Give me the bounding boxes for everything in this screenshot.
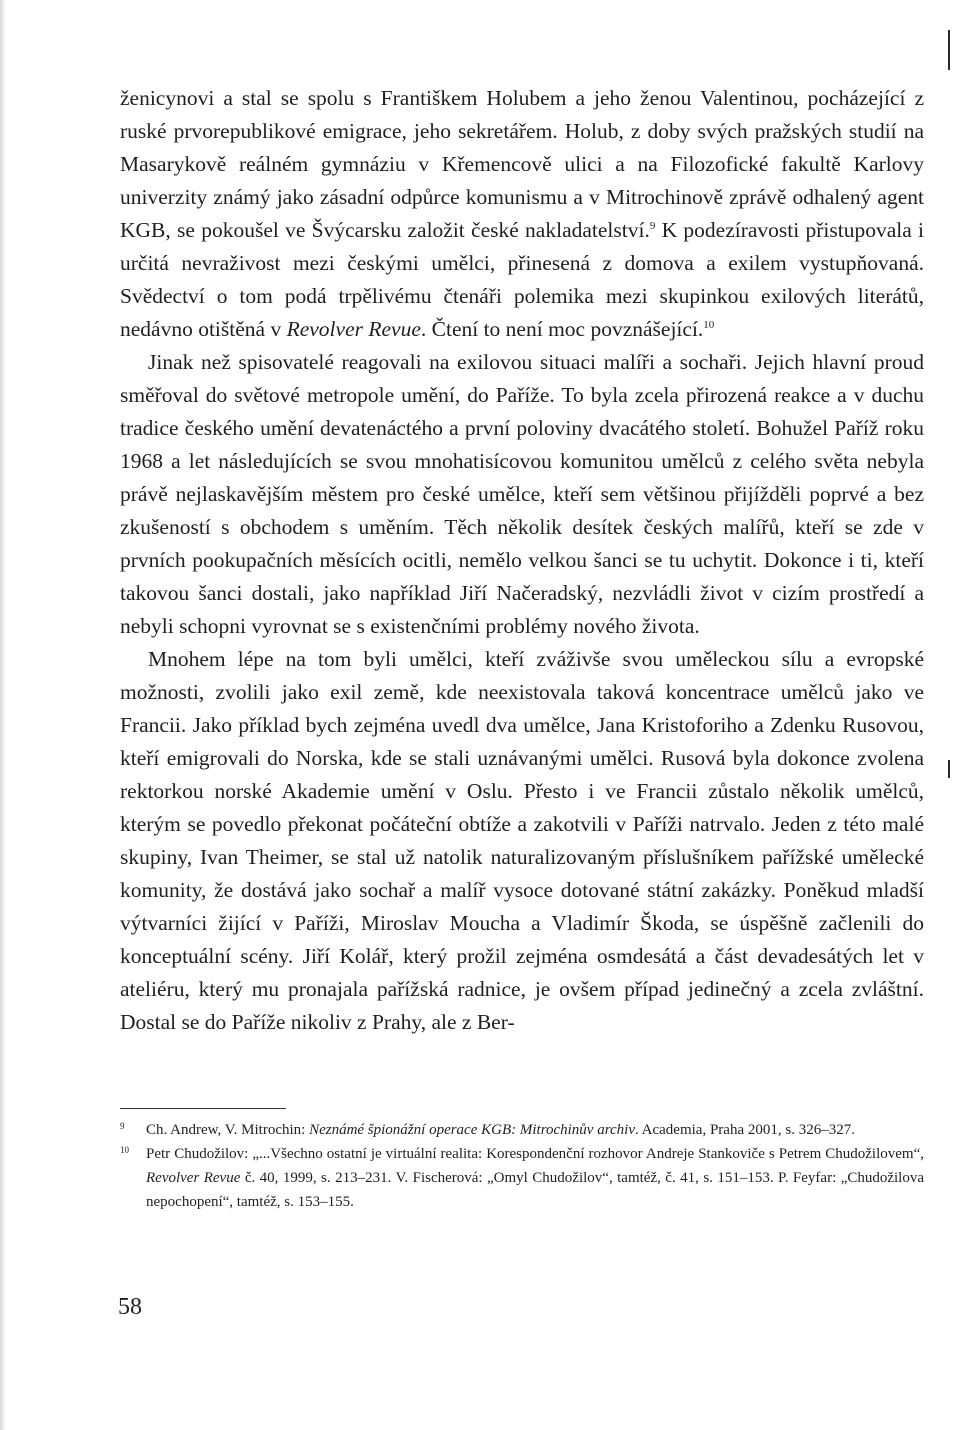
crop-mark-top: [948, 30, 950, 70]
footnote-10: [120, 1142, 924, 1214]
footnote-9-mark: 9: [120, 1121, 125, 1131]
paragraph-1-journal-title: Revolver Revue: [286, 317, 421, 341]
paragraph-3: Mnohem lépe na tom byli umělci, kteří zváživše svou uměleckou sílu a evropské možnosti, zvolili jako exil země, kde neexistovala taková koncentrace umělců jako ve Francii. Jako příklad bych zejména uvedl dva umělce, Jana Kristoforiho a Zdenku Rusovou, kteří emigrovali do Norska, kde se stali uznávanými umělci. Rusová byla dokonce zvolena rektorkou norské Akademie umění v Oslu. Přesto i ve Francii zůstalo několik umělců, kterým se povedlo překonat počáteční obtíže a zakotvili v Paříži natrvalo. Jeden z této malé skupiny, Ivan Theimer, se stal už natolik naturalizovaným příslušníkem pařížské umělecké komunity, že dostává jako sochař a malíř vysoce dotované státní zakázky. Poněkud mladší výtvarníci žijící v Paříži, Miroslav Moucha a Vladimír Škoda, se úspěšně začlenili do konceptuální scény. Jiří Kolář, který prožil zejména osmdesátá a část devadesátých let v ateliéru, který mu pronajala pařížská radnice, je ovšem případ jedinečný a zcela zvláštní. Dostal se do Paříže nikoliv z Prahy, ale z Ber-: [120, 647, 924, 1034]
page-number: 58: [118, 1294, 142, 1320]
footnote-10-journal-title: Revolver Revue: [146, 1170, 241, 1186]
page-binding-edge: [0, 0, 6, 1430]
footnote-separator: [120, 1108, 286, 1109]
paragraph-1-text-b: K podezíravosti přistupovala i určitá nevraživost mezi českými umělci, přinesená z domova a exilem vystupňovaná. Svědectví o tom podá trpělivému čtenáři polemika mezi skupinkou exilových literátů, nedávno otištěná v: [120, 218, 925, 341]
footnotes: [120, 1118, 924, 1214]
footnote-10-mark: 10: [120, 1145, 129, 1155]
main-text: [120, 82, 924, 1039]
footnote-ref-9[interactable]: 9: [649, 219, 656, 232]
footnote-ref-10[interactable]: 10: [703, 318, 715, 331]
paragraph-1: [120, 82, 924, 346]
footnote-9-text-a: Ch. Andrew, V. Mitrochin:: [146, 1122, 310, 1138]
footnote-10-text-b: č. 40, 1999, s. 213–231. V. Fischerová: „Omyl Chudožilov“, tamtéž, č. 41, s. 151–153. P. Feyfar: „Chudožilova nepochopení“, tamtéž, s. 153–155.: [146, 1170, 925, 1210]
paragraph-1-text-c: . Čtení to není moc povznášející.: [420, 317, 704, 341]
footnote-9: [120, 1118, 924, 1142]
footnote-9-book-title: Neznámé špionážní operace KGB: Mitrochinův archiv: [309, 1122, 635, 1138]
footnote-10-text-a: Petr Chudožilov: „...Všechno ostatní je virtuální realita: Korespondenční rozhovor Andreje Stankoviče s Petrem Chudožilovem“,: [146, 1146, 924, 1162]
crop-mark-bottom: [948, 760, 950, 778]
paragraph-2: Jinak než spisovatelé reagovali na exilovou situaci malíři a sochaři. Jejich hlavní proud směřoval do světové metropole umění, do Paříže. To byla zcela přirozená reakce a v duchu tradice českého umění devatenáctého a první poloviny dvacátého století. Bohužel Paříž roku 1968 a let následujících se svou mnohatisícovou komunitou umělců z celého světa nebyla právě nejlaskavějším městem pro české umělce, kteří sem většinou přijížděli poprvé a bez zkušeností s obchodem s uměním. Těch několik desítek českých malířů, kteří se zde v prvních pookupačních měsících ocitli, nemělo velkou šanci se tu uchytit. Dokonce i ti, kteří takovou šanci dostali, jako například Jiří Načeradský, nezvládli život v cizím prostředí a nebyli schopni vyrovnat se s existenčními problémy nového života.: [120, 350, 924, 638]
footnote-9-text-b: . Academia, Praha 2001, s. 326–327.: [634, 1122, 855, 1138]
paragraph-1-text-a: ženicynovi a stal se spolu s Františkem Holubem a jeho ženou Valentinou, pocházející z ruské prvorepublikové emigrace, jeho sekretářem. Holub, z doby svých pražských studií na Masarykově reálném gymnáziu v Křemencově ulici a na Filozofické fakultě Karlovy univerzity známý jako zásadní odpůrce komunismu a v Mitrochinově zprávě odhalený agent KGB, se pokoušel ve Švýcarsku založit české nakladatelství.: [120, 86, 924, 242]
